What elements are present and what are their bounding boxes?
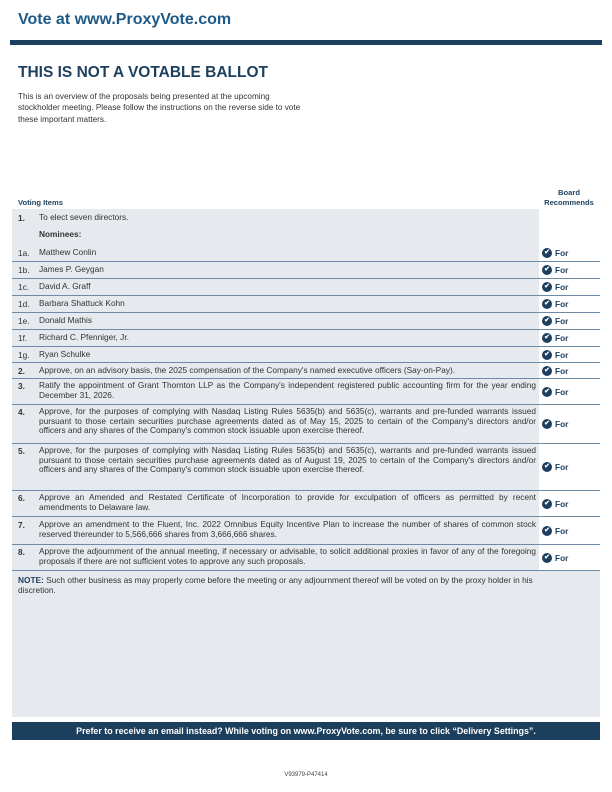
item-text: James P. Geygan: [39, 264, 104, 274]
item-text: To elect seven directors.: [39, 212, 129, 222]
ballot-row: [12, 228, 600, 242]
item-text: Approve, for the purposes of complying with Nasdaq Listing Rules 5635(b) and 5635(c), warrants and pre-funded warrants issued pursuant to those certain securities purchase agreements dated as of August 19, 2025 to certain of the Company's directors and/or officers and any shares of the Company's common stock issuable upon exercise thereof.: [39, 445, 536, 475]
ballot-row: [12, 518, 600, 545]
recommendation-label: For: [555, 316, 569, 326]
recommendation-label: For: [555, 365, 569, 376]
note-body: Such other business as may properly come before the meeting or any adjournment thereof will be voted on by the proxy holder in his discretion.: [18, 575, 533, 595]
recommendation-label: For: [555, 248, 569, 258]
item-number: 7.: [18, 520, 25, 530]
check-circle-icon: ✔: [542, 333, 552, 343]
page-title: THIS IS NOT A VOTABLE BALLOT: [18, 64, 268, 81]
recommendation-label: For: [555, 299, 569, 309]
item-number: 5.: [18, 446, 25, 456]
item-number: 1a.: [18, 248, 30, 258]
ballot-row: [12, 379, 600, 405]
item-number: 1d.: [18, 299, 30, 309]
footer-banner: Prefer to receive an email instead? While voting on www.ProxyVote.com, be sure to click “Delivery Settings”.: [12, 722, 600, 740]
recommendation-label: For: [555, 498, 569, 509]
header-divider: [10, 40, 602, 45]
board-recommendation: [542, 444, 598, 490]
ballot-row: [12, 491, 600, 517]
check-circle-icon: ✔: [542, 387, 552, 397]
item-number: 8.: [18, 547, 25, 557]
check-circle-icon: ✔: [542, 419, 552, 429]
board-recommendation: [542, 262, 598, 278]
item-number: 1e.: [18, 316, 30, 326]
recommendation-label: For: [555, 333, 569, 343]
item-text: Approve an amendment to the Fluent, Inc. 2022 Omnibus Equity Incentive Plan to increase the number of shares of common stock reserved thereunder to 5,566,666 shares from 3,666,666 shares.: [39, 519, 536, 539]
check-circle-icon: ✔: [542, 526, 552, 536]
ballot-row: [12, 545, 600, 571]
item-number: 1c.: [18, 282, 30, 292]
board-recommendation: [542, 379, 598, 404]
item-text: Approve the adjournment of the annual meeting, if necessary or advisable, to solicit additional proxies in favor of any of the foregoing proposals if there are not sufficient votes to approve any such proposals.: [39, 546, 536, 566]
note-label: NOTE:: [18, 575, 44, 585]
item-number: 1g.: [18, 350, 30, 360]
voting-items-header: Voting Items: [18, 198, 64, 207]
recommendation-label: For: [555, 419, 569, 429]
item-text: Nominees:: [39, 229, 82, 239]
board-recommendation: [542, 279, 598, 295]
board-recommendation: [542, 330, 598, 346]
check-circle-icon: ✔: [542, 282, 552, 292]
recommendation-label: For: [555, 462, 569, 472]
board-recommendation: [542, 405, 598, 443]
item-text: Donald Mathis: [39, 315, 93, 325]
item-text: David A. Graff: [39, 281, 91, 291]
item-text: Ratify the appointment of Grant Thornton LLP as the Company's independent registered public accounting firm for the year ending December 31, 2026.: [39, 380, 536, 400]
item-text: Richard C. Pfenniger, Jr.: [39, 332, 129, 342]
item-number: 1.: [18, 213, 25, 223]
item-text: Approve, on an advisory basis, the 2025 compensation of the Company's named executive officers (Say-on-Pay).: [39, 365, 456, 375]
board-recommendation: [542, 518, 598, 544]
check-circle-icon: ✔: [542, 553, 552, 563]
ballot-row: [12, 245, 600, 262]
ballot-row: [12, 313, 600, 330]
item-text: Barbara Shattuck Kohn: [39, 298, 125, 308]
item-text: Matthew Conlin: [39, 247, 97, 257]
check-circle-icon: ✔: [542, 265, 552, 275]
board-recommendation: [542, 245, 598, 261]
ballot-row: [12, 296, 600, 313]
item-text: Approve an Amended and Restated Certificate of Incorporation to provide for exculpation of officers as permitted by recent amendments to Delaware law.: [39, 492, 536, 512]
recommendation-label: For: [555, 386, 569, 397]
board-recommends-header: Board Recommends: [544, 188, 594, 207]
ballot-row: [12, 363, 600, 379]
item-text: Ryan Schulke: [39, 349, 91, 359]
ballot-row: [12, 211, 600, 225]
board-recommendation: [542, 491, 598, 516]
item-number: 2.: [18, 366, 25, 376]
recommendation-label: For: [555, 265, 569, 275]
check-circle-icon: ✔: [542, 299, 552, 309]
item-text: Approve, for the purposes of complying with Nasdaq Listing Rules 5635(b) and 5635(c), warrants and pre-funded warrants issued pursuant to those certain securities purchase agreements dated as of May 15, 2025 to certain of the Company's directors and/or officers and any shares of the Company's common stock issuable upon exercise thereof.: [39, 406, 536, 436]
recommendation-label: For: [555, 282, 569, 292]
item-number: 1f.: [18, 333, 28, 343]
check-circle-icon: ✔: [542, 499, 552, 509]
recommendation-label: For: [555, 349, 569, 360]
ballot-row: [12, 347, 600, 363]
header-vote-link[interactable]: Vote at www.ProxyVote.com: [18, 11, 232, 28]
check-circle-icon: ✔: [542, 248, 552, 258]
ballot-row: [12, 405, 600, 444]
note-text: [18, 575, 538, 595]
item-number: 4.: [18, 407, 25, 417]
recommendation-label: For: [555, 526, 569, 536]
document-code: V93979-P47414: [284, 772, 328, 778]
intro-text: This is an overview of the proposals being presented at the upcoming stockholder meeting. Please follow the instructions on the reverse side to vote these important matters.: [18, 92, 301, 124]
item-number: 3.: [18, 381, 25, 391]
check-circle-icon: ✔: [542, 350, 552, 360]
ballot-row: [12, 279, 600, 296]
board-recommendation: [542, 545, 598, 570]
check-circle-icon: ✔: [542, 366, 552, 376]
check-circle-icon: ✔: [542, 462, 552, 472]
board-recommendation: [542, 347, 598, 362]
board-recommendation: [542, 313, 598, 329]
ballot-row: [12, 330, 600, 347]
check-circle-icon: ✔: [542, 316, 552, 326]
item-number: 1b.: [18, 265, 30, 275]
board-recommendation: [542, 363, 598, 378]
recommendation-label: For: [555, 552, 569, 563]
ballot-row: [12, 444, 600, 491]
item-number: 6.: [18, 493, 25, 503]
ballot-row: [12, 262, 600, 279]
board-recommendation: [542, 296, 598, 312]
